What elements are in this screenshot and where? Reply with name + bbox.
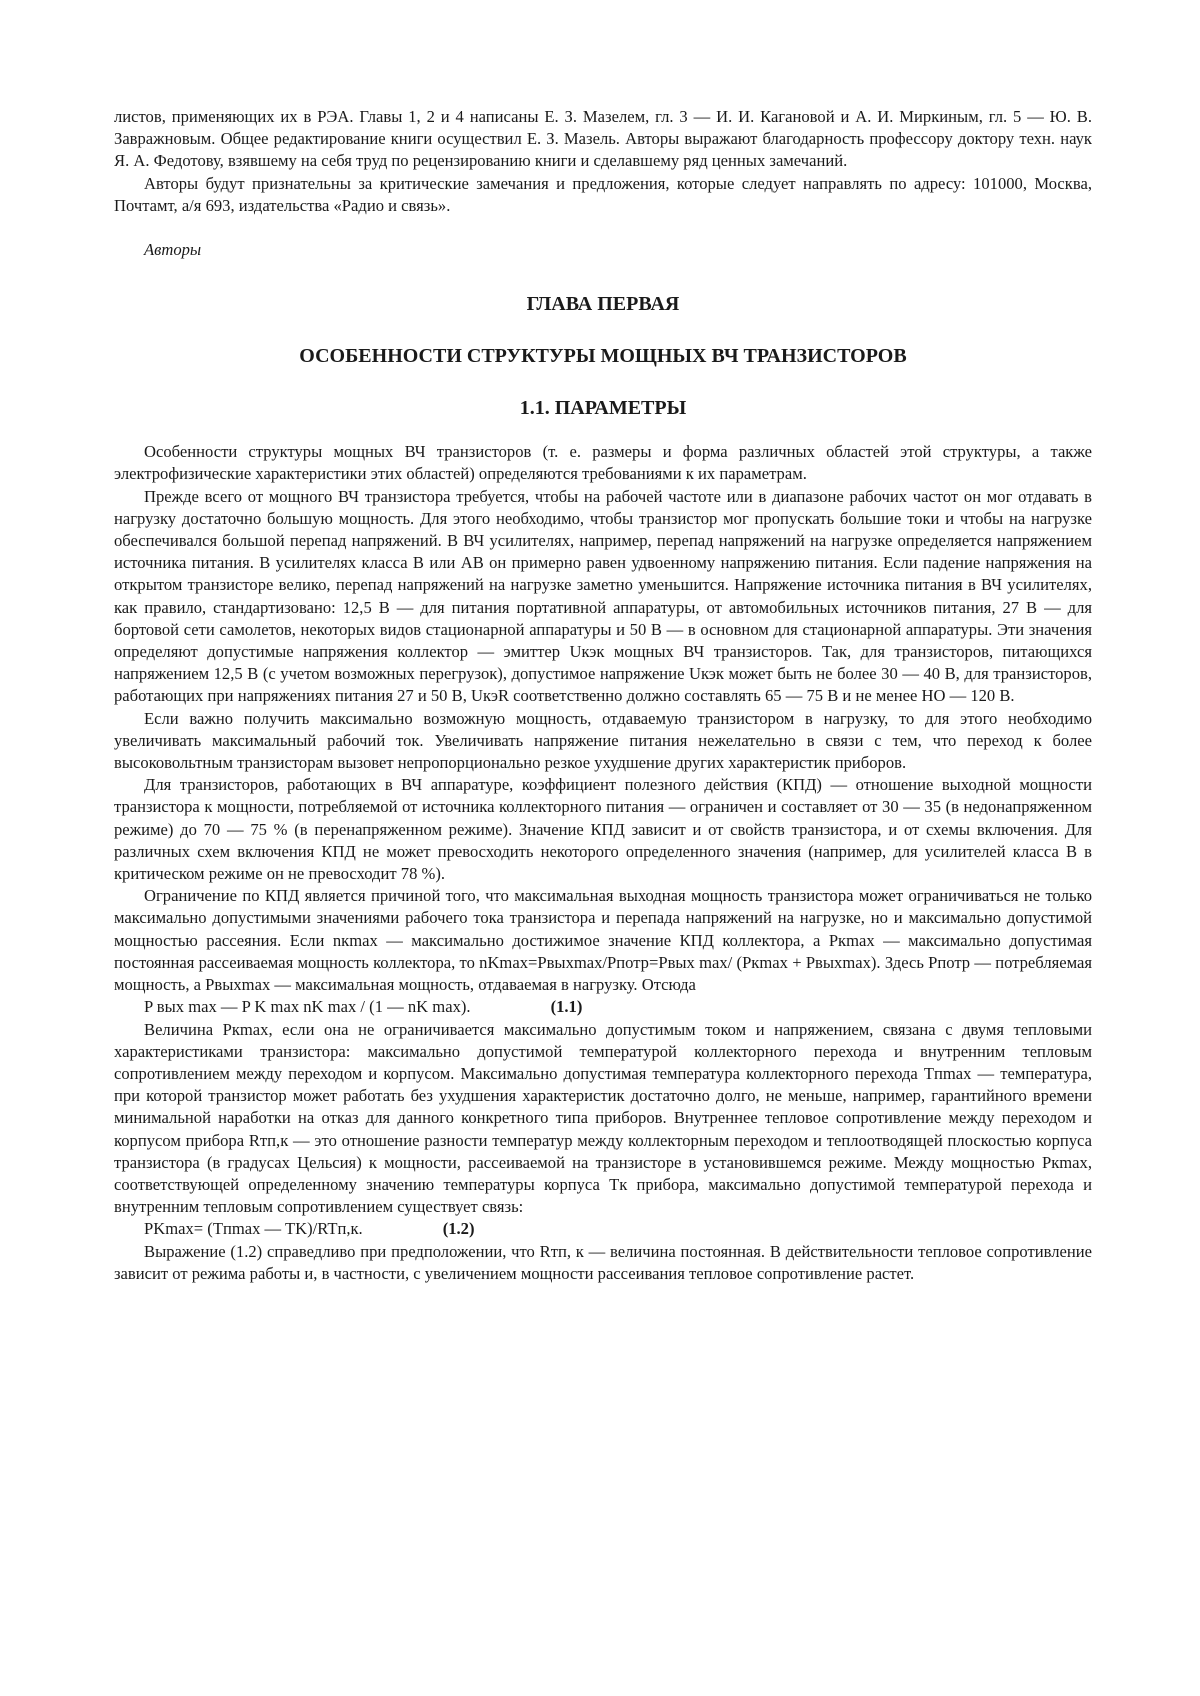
- front-paragraph-2: Авторы будут признательны за критические замечания и предложения, которые следует направлять по адресу: 101000, Москва, Почтамт, а/я 693, издательства «Радио и связь».: [114, 173, 1092, 215]
- formula-1-2-expression: PKmax= (Tпmax — TK)/RTп,к.: [144, 1219, 363, 1239]
- body-paragraph-5: Ограничение по КПД является причиной того, что максимальная выходная мощность транзистора может ограничиваться не только максимально допустимыми значениями рабочего тока транзистора и перепада напряжений на нагрузке, но и максимально допустимой мощностью рассеяния. Если nкmax — максимально достижимое значение КПД коллектора, а Ркmax — максимально допустимая постоянная рассеиваемая мощность коллектора, то nKmax=Pвыхmax/Pпотр=Pвых max/ (Pкmax + Pвыхmax). Здесь Pпотр — потребляемая мощность, а Pвыхmax — максимальная мощность, отдаваемая в нагрузку. Отсюда: [114, 886, 1092, 995]
- section-heading: 1.1. ПАРАМЕТРЫ: [519, 397, 687, 420]
- formula-1-2-number: (1.2): [442, 1219, 475, 1239]
- formula-1-2: [114, 1218, 1092, 1240]
- body-paragraph-6: Величина Pкmax, если она не ограничивается максимально допустимым током и напряжением, связана с двумя тепловыми характеристиками транзистора: максимально допустимой температурой коллекторного перехода и внутренним тепловым сопротивлением между переходом и корпусом. Максимально допустимая температура коллекторного перехода Tпmax — температура, при которой транзистор может работать без ухудшения характеристик достаточно долго, не меньше, например, гарантийного времени минимальной наработки на отказ для данного конкретного типа приборов. Внутреннее тепловое сопротивление между переходом и корпусом прибора Rтп,к — это отношение разности температур между коллекторным переходом и теплоотводящей плоскостью корпуса транзистора (в градусах Цельсия) к мощности, рассеиваемой на транзисторе в установившемся режиме. Между мощностью Pкmax, соответствующей определенному значению температуры корпуса Tк прибора, максимально допустимой температурой перехода и внутренним тепловым сопротивлением существует связь:: [114, 1019, 1092, 1217]
- authors-signature: Авторы: [144, 240, 202, 260]
- front-paragraph-1: листов, применяющих их в РЭА. Главы 1, 2 и 4 написаны Е. З. Мазелем, гл. 3 — И. И. Кагановой и А. И. Миркиным, гл. 5 — Ю. В. Завражновым. Общее редактирование книги осуществил Е. З. Мазель. Авторы выражают благодарность профессору доктору техн. наук Я. А. Федотову, взявшему на себя труд по рецензированию книги и сделавшему ряд ценных замечаний.: [114, 107, 1092, 171]
- formula-1-1-expression: P вых max — P K max nK max / (1 — nK max).: [144, 997, 471, 1017]
- chapter-title: ОСОБЕННОСТИ СТРУКТУРЫ МОЩНЫХ ВЧ ТРАНЗИСТОРОВ: [299, 345, 907, 368]
- body-paragraph-2: Прежде всего от мощного ВЧ транзистора требуется, чтобы на рабочей частоте или в диапазоне рабочих частот он мог отдавать в нагрузку достаточно большую мощность. Для этого необходимо, чтобы транзистор мог пропускать большие токи и чтобы на нагрузке обеспечивался большой перепад напряжений. В ВЧ усилителях, например, перепад напряжений на нагрузке определяется напряжением источника питания. В усилителях класса В или АВ он примерно равен удвоенному напряжению питания. Если падение напряжения на открытом транзисторе велико, перепад напряжений на нагрузке заметно уменьшится. Напряжение источника питания в ВЧ усилителях, как правило, стандартизовано: 12,5 В — для питания портативной аппаратуры, от автомобильных источников питания, 27 В — для бортовой сети самолетов, некоторых видов стационарной аппаратуры и 50 В — в основном для стационарной аппаратуры. Эти значения определяют допустимые напряжения коллектор — эмиттер Uкэк мощных ВЧ транзисторов. Так, для транзисторов, питающихся напряжением 12,5 В (с учетом возможных перегрузок), допустимое напряжение Uкэк может быть не более 30 — 40 В, для транзисторов, работающих при напряжениях питания 27 и 50 В, UкэR соответственно должно составлять 65 — 75 В и не менее НО — 120 В.: [114, 486, 1092, 706]
- chapter-label: ГЛАВА ПЕРВАЯ: [526, 293, 680, 316]
- document-page: [114, 106, 1092, 1285]
- body-paragraph-7: Выражение (1.2) справедливо при предположении, что Rтп, к — величина постоянная. В действительности тепловое сопротивление зависит от режима работы и, в частности, с увеличением мощности рассеивания тепловое сопротивление растет.: [114, 1241, 1092, 1283]
- body-paragraph-3: Если важно получить максимально возможную мощность, отдаваемую транзистором в нагрузку, то для этого необходимо увеличивать максимальный рабочий ток. Увеличивать напряжение питания нежелательно в связи с тем, что переход к более высоковольтным транзисторам вызовет непропорционально резкое ухудшение других характеристик приборов.: [114, 708, 1092, 773]
- body-paragraph-4: Для транзисторов, работающих в ВЧ аппаратуре, коэффициент полезного действия (КПД) — отношение выходной мощности транзистора к мощности, потребляемой от источника коллекторного питания — ограничен и составляет от 30 — 35 (в недонапряженном режиме) до 70 — 75 % (в перенапряженном режиме). Значение КПД зависит и от свойств транзистора, и от схемы включения. Для различных схем включения КПД не может превосходить некоторого определенного значения (например, для усилителей класса В в критическом режиме он не превосходит 78 %).: [114, 775, 1092, 884]
- formula-1-1: [114, 996, 1092, 1018]
- formula-1-1-number: (1.1): [550, 997, 583, 1017]
- body-paragraph-1: Особенности структуры мощных ВЧ транзисторов (т. е. размеры и форма различных областей этой структуры, а также электрофизические характеристики этих областей) определяются требованиями к их параметрам.: [114, 442, 1092, 484]
